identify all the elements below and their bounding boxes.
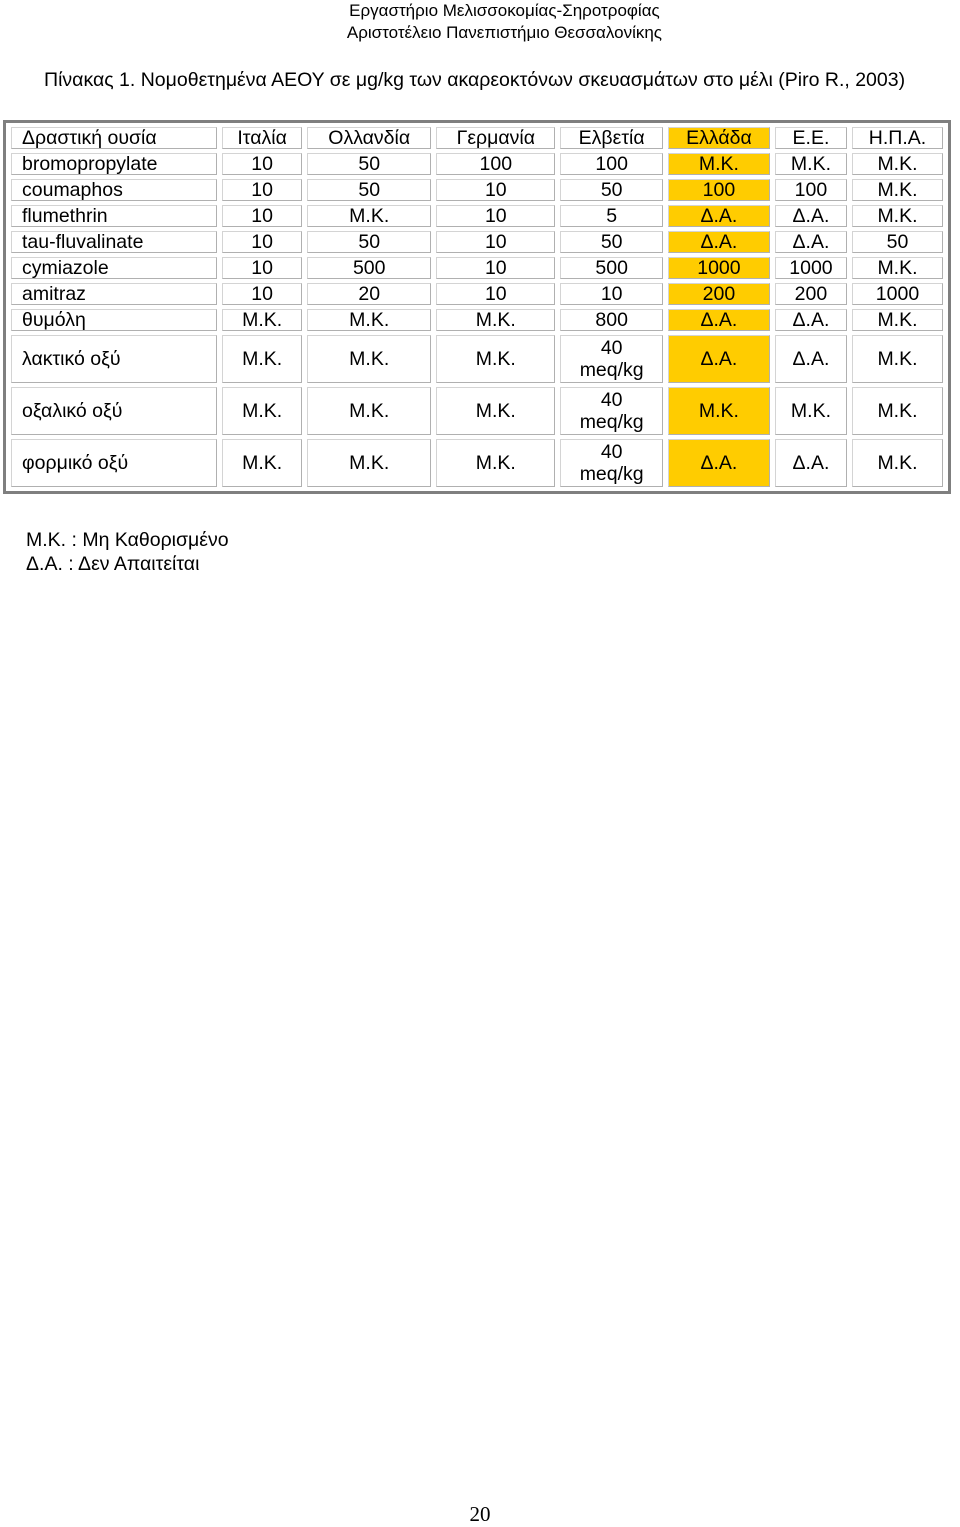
cell-italy: Μ.Κ. (222, 439, 302, 487)
cell-netherlands: Μ.Κ. (307, 387, 431, 435)
cell-greece: Δ.Α. (668, 335, 770, 383)
cell-eu: Μ.Κ. (775, 387, 847, 435)
cell-switzerland: 100 (560, 153, 663, 175)
cell-greece: Μ.Κ. (668, 153, 770, 175)
cell-usa: Μ.Κ. (852, 205, 943, 227)
cell-italy: Μ.Κ. (222, 387, 302, 435)
cell-usa: Μ.Κ. (852, 257, 943, 279)
cell-greece: Δ.Α. (668, 231, 770, 253)
cell-italy: 10 (222, 205, 302, 227)
header-italy: Ιταλία (222, 127, 302, 149)
cell-netherlands: 50 (307, 179, 431, 201)
cell-switzerland: 10 (560, 283, 663, 305)
cell-netherlands: 50 (307, 231, 431, 253)
table-row (11, 257, 943, 279)
header-eu: Ε.Ε. (775, 127, 847, 149)
page-header (347, 0, 662, 44)
table-header-row (11, 127, 943, 149)
cell-eu: Δ.Α. (775, 205, 847, 227)
table-row (11, 205, 943, 227)
cell-switzerland: 5 (560, 205, 663, 227)
cell-switzerland: 40 meq/kg (560, 387, 663, 435)
cell-eu: Δ.Α. (775, 309, 847, 331)
legend (26, 528, 229, 576)
cell-substance: flumethrin (11, 205, 217, 227)
cell-usa: Μ.Κ. (852, 153, 943, 175)
cell-greece: Μ.Κ. (668, 387, 770, 435)
header-usa: Η.Π.Α. (852, 127, 943, 149)
cell-switzerland: 40 meq/kg (560, 439, 663, 487)
cell-usa: Μ.Κ. (852, 179, 943, 201)
cell-germany: Μ.Κ. (436, 335, 555, 383)
cell-usa: Μ.Κ. (852, 335, 943, 383)
cell-greece: 100 (668, 179, 770, 201)
cell-germany: 10 (436, 283, 555, 305)
cell-switzerland: 40 meq/kg (560, 335, 663, 383)
cell-italy: Μ.Κ. (222, 309, 302, 331)
cell-usa: Μ.Κ. (852, 309, 943, 331)
cell-netherlands: 20 (307, 283, 431, 305)
cell-substance: cymiazole (11, 257, 217, 279)
cell-germany: 10 (436, 205, 555, 227)
cell-germany: Μ.Κ. (436, 387, 555, 435)
cell-greece: 1000 (668, 257, 770, 279)
cell-germany: Μ.Κ. (436, 439, 555, 487)
cell-italy: 10 (222, 179, 302, 201)
cell-usa: Μ.Κ. (852, 439, 943, 487)
cell-germany: Μ.Κ. (436, 309, 555, 331)
table-row (11, 283, 943, 305)
cell-greece: 200 (668, 283, 770, 305)
cell-substance: λακτικό οξύ (11, 335, 217, 383)
cell-substance: tau-fluvalinate (11, 231, 217, 253)
cell-substance: bromopropylate (11, 153, 217, 175)
cell-switzerland: 800 (560, 309, 663, 331)
cell-italy: 10 (222, 153, 302, 175)
cell-usa: Μ.Κ. (852, 387, 943, 435)
cell-substance: θυμόλη (11, 309, 217, 331)
legend-mk: Μ.Κ. : Μη Καθορισμένο (26, 529, 229, 551)
cell-substance: coumaphos (11, 179, 217, 201)
cell-netherlands: Μ.Κ. (307, 309, 431, 331)
table-caption: Πίνακας 1. Νομοθετημένα ΑΕΟΥ σε μg/kg των ακαρεοκτόνων σκευασμάτων στο μέλι (Piro R., 2003) (44, 69, 906, 91)
cell-italy: 10 (222, 283, 302, 305)
cell-germany: 10 (436, 257, 555, 279)
cell-eu: Δ.Α. (775, 335, 847, 383)
legend-da: Δ.Α. : Δεν Απαιτείται (26, 553, 200, 575)
cell-italy: Μ.Κ. (222, 335, 302, 383)
cell-switzerland: 500 (560, 257, 663, 279)
mrl-table (3, 120, 951, 494)
cell-netherlands: Μ.Κ. (307, 439, 431, 487)
cell-italy: 10 (222, 257, 302, 279)
page-number: 20 (469, 1502, 491, 1526)
table-row (11, 231, 943, 253)
cell-eu: 100 (775, 179, 847, 201)
table-row (11, 387, 943, 435)
table-row (11, 153, 943, 175)
cell-usa: 1000 (852, 283, 943, 305)
cell-netherlands: 500 (307, 257, 431, 279)
table-row (11, 335, 943, 383)
cell-greece: Δ.Α. (668, 205, 770, 227)
cell-germany: 10 (436, 231, 555, 253)
table-row (11, 309, 943, 331)
cell-italy: 10 (222, 231, 302, 253)
cell-switzerland: 50 (560, 179, 663, 201)
university-name: Αριστοτέλειο Πανεπιστήμιο Θεσσαλονίκης (346, 23, 662, 42)
header-switzerland: Ελβετία (560, 127, 663, 149)
lab-name: Εργαστήριο Μελισσοκομίας-Σηροτροφίας (349, 1, 660, 20)
cell-eu: 200 (775, 283, 847, 305)
header-germany: Γερμανία (436, 127, 555, 149)
cell-greece: Δ.Α. (668, 439, 770, 487)
cell-eu: Μ.Κ. (775, 153, 847, 175)
table-row (11, 439, 943, 487)
header-greece: Ελλάδα (668, 127, 770, 149)
cell-substance: φορμικό οξύ (11, 439, 217, 487)
cell-germany: 10 (436, 179, 555, 201)
cell-eu: Δ.Α. (775, 231, 847, 253)
cell-netherlands: 50 (307, 153, 431, 175)
cell-usa: 50 (852, 231, 943, 253)
cell-substance: οξαλικό οξύ (11, 387, 217, 435)
cell-substance: amitraz (11, 283, 217, 305)
header-netherlands: Ολλανδία (307, 127, 431, 149)
table-row (11, 179, 943, 201)
header-substance: Δραστική ουσία (11, 127, 217, 149)
cell-netherlands: Μ.Κ. (307, 335, 431, 383)
cell-eu: 1000 (775, 257, 847, 279)
cell-netherlands: Μ.Κ. (307, 205, 431, 227)
cell-switzerland: 50 (560, 231, 663, 253)
cell-germany: 100 (436, 153, 555, 175)
cell-greece: Δ.Α. (668, 309, 770, 331)
cell-eu: Δ.Α. (775, 439, 847, 487)
